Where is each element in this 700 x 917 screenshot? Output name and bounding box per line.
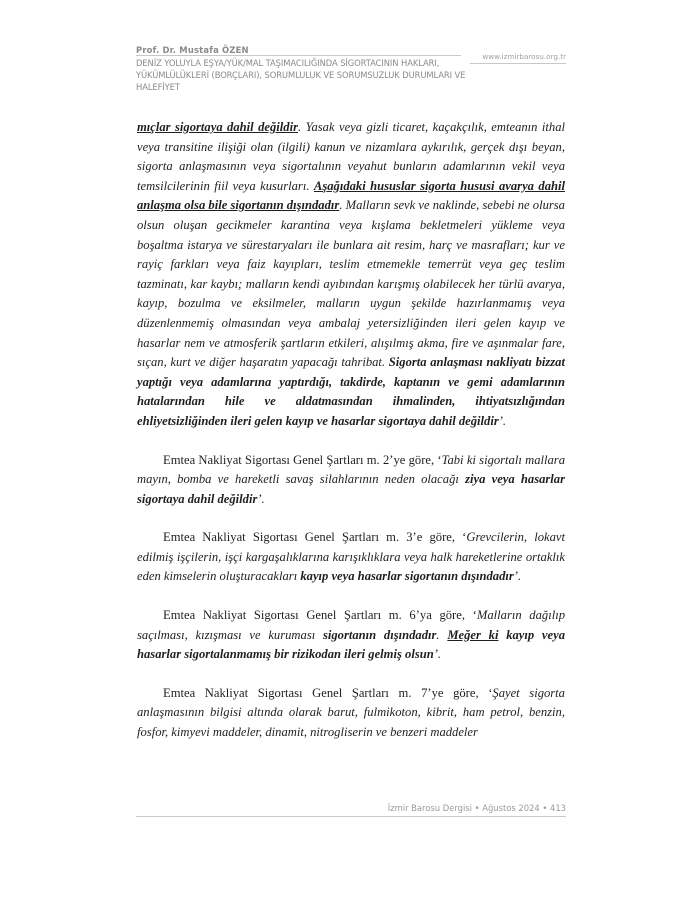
quote-text: . xyxy=(436,627,448,642)
separator-dot: • xyxy=(472,803,483,813)
paragraph-text: Emtea Nakliyat Sigortası Genel Şartları m. 6’ya göre, ‘ xyxy=(163,608,477,623)
separator-dot: • xyxy=(539,803,550,813)
emphasis-text: Meğer ki xyxy=(447,627,499,642)
paragraph-5 xyxy=(137,684,565,743)
quote-text: Şayet sigorta anlaşmasının bilgisi altında olarak barut, fulmikoton, kibrit, ham petrol, benzin, fosfor, kimyevi maddeler, dinamit, nitrogliserin ve benzeri maddeler xyxy=(137,685,565,740)
emphasis-text: mıçlar sigortaya dahil değildir xyxy=(137,120,298,134)
header-rule xyxy=(136,55,461,56)
paragraph-text: . Malların sevk ve naklinde, sebebi ne olursa olsun oluşan gecikmeler karantina veya kışlama bekletmeleri yükleme veya boşaltma istarya ve sürestaryaları ile bunlara ait resim, harç ve masrafları; kur ve rayiç farkları veya faiz kayıpları, teslim etmemekle temerrüt veya geç teslim tazminatı, kar kaybı; malların kendi ayıbından karışmış olabilecek her türlü avarya, kayıp, bozulma ve eksilmeler, malların uygun şekilde hazırlanmamış veya düzenlenmemiş olmasından veya ambalaj yetersizliğinden ileri gelen kayıp ve hasarlar nem ve atmosferik şartların etkileri, alışılmış akma, fire ve aşınmalar fare, sıçan, kurt ve diğer haşaratın yapacağı tahribat. xyxy=(137,198,565,370)
paragraph-text: Emtea Nakliyat Sigortası Genel Şartları m. 2’ye göre, ‘ xyxy=(163,452,442,467)
paragraph-2 xyxy=(137,451,565,510)
emphasis-text: Sigorta anlaşması nakliyatı bizzat yaptığı veya adamlarına yaptırdığı, takdirde, kaptanın ve gemi adamlarının hatalarından hile ve aldatmasından ihmalinden, ihtiyatsızlığından ehliyetsizliğinden ileri gelen kayıp ve hasarlar sigortaya dahil değildir xyxy=(137,355,565,428)
quote-text: ’. xyxy=(513,569,522,584)
quote-text: Grevcilerin, lokavt edilmiş işçilerin, işçi kargaşalıklarına karışıklıklara veya halk hareketlerine ortaklık eden kimselerin oluşturacakları xyxy=(137,530,565,584)
website-url[interactable]: www.izmirbarosu.org.tr xyxy=(482,52,566,61)
journal-name: İzmir Barosu Dergisi xyxy=(387,803,472,813)
author-name: Prof. Dr. Mustafa ÖZEN xyxy=(136,45,249,55)
quote-text: Malların dağılıp saçılması, kızışması ve kuruması xyxy=(137,608,565,642)
article-title: DENİZ YOLUYLA EŞYA/YÜK/MAL TAŞIMACILIĞINDA SİGORTACININ HAKLARI, YÜKÜMLÜLÜKLERİ (BORÇLARI), SORUMLULUK VE SORUMSUZLUK DURUMLARI VE HALEFİYET xyxy=(136,58,466,92)
emphasis-text: Aşağıdaki hususlar sigorta hususi avarya dahil anlaşma olsa bile sigortanın dışındadır xyxy=(137,178,565,213)
page-header xyxy=(136,45,566,92)
page-footer xyxy=(388,803,566,813)
emphasis-text: sigortanın dışındadır xyxy=(322,627,437,642)
quote-text: ’. xyxy=(433,647,442,662)
article-body xyxy=(137,118,565,743)
page-number: 413 xyxy=(550,803,566,813)
paragraph-1 xyxy=(137,118,565,432)
paragraph-text: ’. xyxy=(498,413,507,428)
quote-text: Tabi ki sigortalı mallara mayın, bomba ve hareketli savaş silahlarının neden olacağı xyxy=(137,452,566,487)
paragraph-text: . Yasak veya gizli ticaret, kaçakçılık, emteanın ithal veya transitine ilişiği olan (ilgili) kanun ve nizamlara aykırılık, gerçek dışı beyan, sigorta anlaşmasının veya sigortalının veyahut bunların adamlarının vekil veya temsilcilerinin fiil veya kusurları. xyxy=(137,120,565,193)
website-rule xyxy=(470,63,566,64)
quote-text: ’. xyxy=(257,491,265,506)
emphasis-text: kayıp veya hasarlar sigortalanmamış bir rizikodan ileri gelmiş olsun xyxy=(137,627,566,662)
paragraph-4 xyxy=(137,606,565,665)
paragraph-text: Emtea Nakliyat Sigortası Genel Şartları m. 3’e göre, ‘ xyxy=(163,530,467,545)
footer-rule xyxy=(136,816,566,817)
emphasis-text: kayıp veya hasarlar sigortanın dışındadır xyxy=(300,569,514,584)
issue-date: Ağustos 2024 xyxy=(482,803,540,813)
emphasis-text: ziya veya hasarlar sigortaya dahil değildir xyxy=(137,472,565,506)
paragraph-text: Emtea Nakliyat Sigortası Genel Şartları m. 7’ye göre, ‘ xyxy=(163,685,493,700)
paragraph-3 xyxy=(137,528,565,587)
